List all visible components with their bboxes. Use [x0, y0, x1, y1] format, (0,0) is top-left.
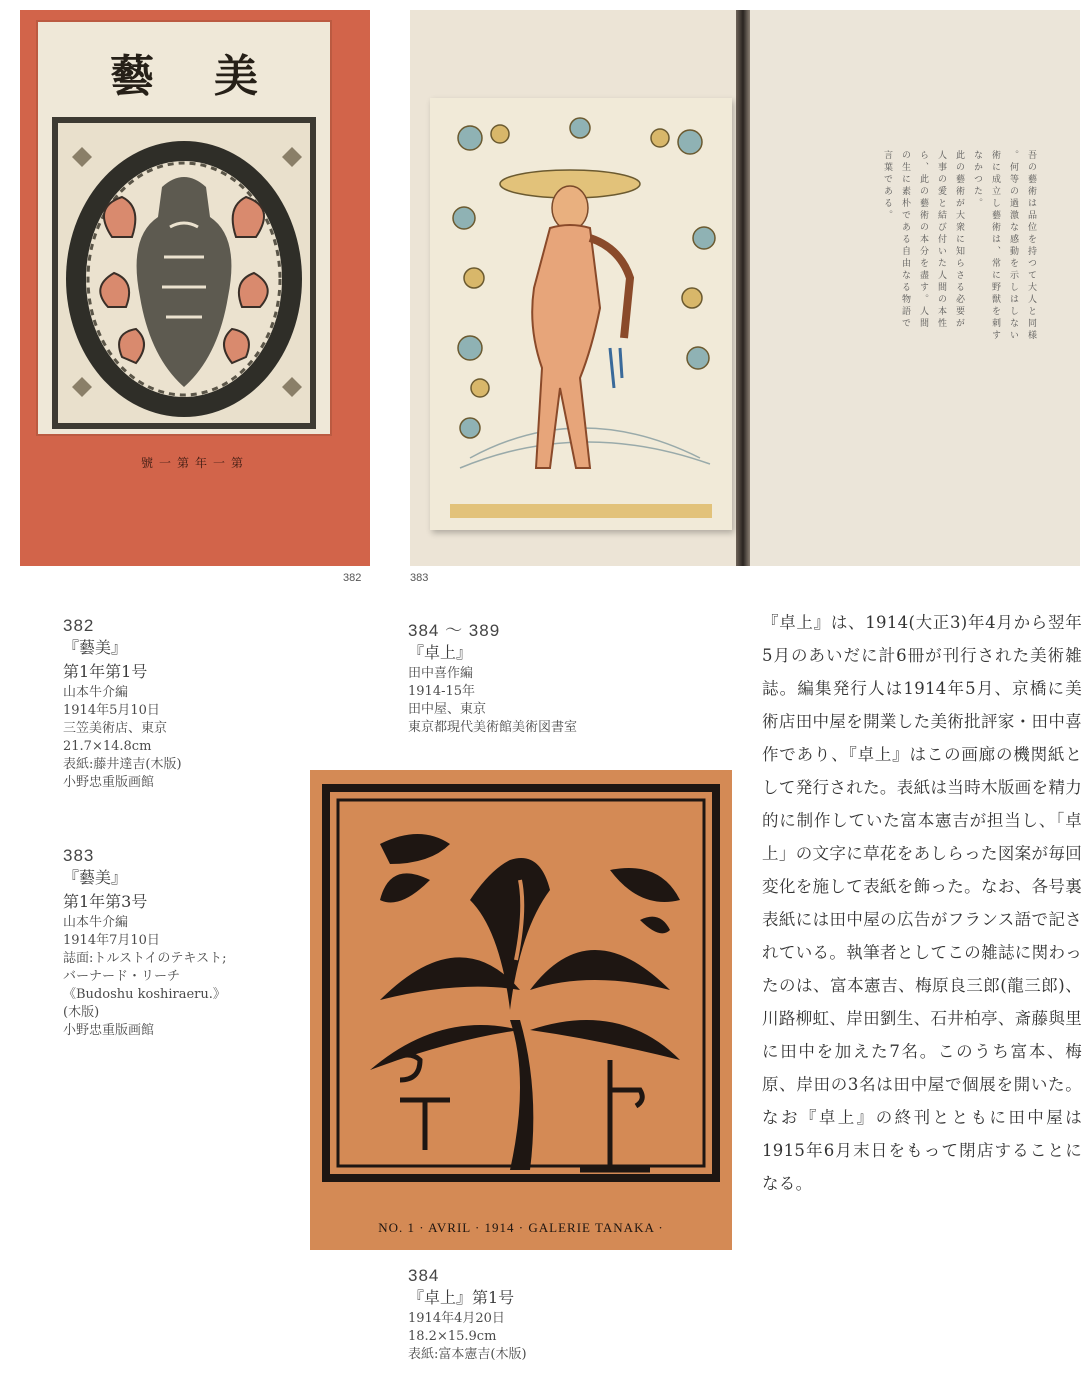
book-body-text: 吾の藝術は品位を持つて大人と同様 。何等の過激な感動を示しはしない 術に成立し藝術は、常に野獣を刺す なかつた。 此の藝術が大衆に知らさる必要が 人事の愛と結び付いた人間の本性 ら、此の藝術の本分を盡す。人間 の生に素朴である自由なる物語で 言葉である。 — [882, 150, 1036, 342]
caption-line: 1914年7月10日 — [63, 933, 160, 948]
figure-number-382: 382 — [343, 572, 362, 584]
caption-line: 田中屋、東京 — [408, 702, 487, 717]
caption-383 — [63, 846, 303, 1040]
caption-line: 表紙:藤井達吉(木版) — [63, 757, 182, 772]
caption-384-389 — [408, 616, 708, 737]
caption-title: 『藝美』 — [63, 638, 128, 657]
caption-number: 384 — [408, 1266, 440, 1285]
caption-line: 《Budoshu koshiraeru.》 — [63, 987, 226, 1002]
caption-line: 東京都現代美術館美術図書室 — [408, 720, 578, 735]
cover-paper — [38, 22, 330, 434]
caption-line: 1914-15年 — [408, 684, 476, 699]
figure-384-cover-image — [310, 770, 732, 1250]
caption-title: 『卓上』第1号 — [408, 1288, 515, 1307]
caption-line: 表紙:富本憲吉(木版) — [408, 1347, 527, 1362]
caption-line: 1914年4月20日 — [408, 1311, 505, 1326]
figure-383-open-book-image — [410, 10, 1080, 566]
cover-caption: NO. 1 · AVRIL · 1914 · GALERIE TANAKA · — [378, 1220, 664, 1235]
caption-title: 『卓上』 — [408, 643, 473, 662]
caption-number: 384 ～ 389 — [408, 621, 501, 640]
figure-number-383: 383 — [410, 572, 429, 584]
caption-line: 三笠美術店、東京 — [63, 721, 168, 736]
figure-382-cover-image — [20, 10, 370, 566]
caption-line: 山本牛介編 — [63, 685, 129, 700]
caption-issue: 第1年第1号 — [63, 662, 148, 681]
caption-line: 21.7×14.8cm — [63, 739, 152, 754]
cover-title: 藝美 — [110, 51, 318, 102]
takujo-woodcut-illustration — [310, 770, 732, 1250]
book-right-page — [750, 10, 1080, 566]
caption-issue: 第1年第3号 — [63, 892, 148, 911]
caption-title: 『藝美』 — [63, 868, 128, 887]
cover-issue-line: 號一第年一第 — [140, 456, 249, 470]
caption-number: 383 — [63, 846, 95, 865]
caption-line: 小野忠重版画館 — [63, 1023, 155, 1038]
caption-line: 山本牛介編 — [63, 915, 129, 930]
book-gutter — [736, 10, 750, 566]
caption-line: 小野忠重版画館 — [63, 775, 155, 790]
caption-line: 誌面:トルストイのテキスト; — [63, 951, 227, 966]
caption-line: 田中喜作編 — [408, 666, 474, 681]
caption-382 — [63, 616, 303, 792]
caption-line: バーナード・リーチ — [63, 969, 181, 984]
caption-line: 18.2×15.9cm — [408, 1329, 497, 1344]
bacchus-woodcut-illustration — [430, 98, 732, 530]
caption-number: 382 — [63, 616, 95, 635]
caption-384 — [408, 1266, 708, 1364]
woodcut-vase-illustration — [52, 117, 316, 429]
caption-line: 1914年5月10日 — [63, 703, 160, 718]
caption-line: (木版) — [63, 1005, 100, 1020]
essay-paragraph: 『卓上』は、1914(大正3)年4月から翌年5月のあいだに計6冊が刊行された美術雑誌。編集発行人は1914年5月、京橋に美術店田中屋を開業した美術批評家・田中喜作であり、『卓上』はこの画廊の機関紙として発行された。表紙は当時木版画を精力的に制作していた富本憲吉が担当し、「卓上」の文字に草花をあしらった図案が毎回変化を施して表紙を飾った。なお、各号裏表紙には田中屋の広告がフランス語で記されている。執筆者としてこの雑誌に関わったのは、富本憲吉、梅原良三郎(龍三郎)、川路柳虹、岸田劉生、石井柏亭、斎藤與里に田中を加えた7名。このうち富本、梅原、岸田の3名は田中屋で個展を開いた。なお『卓上』の終刊とともに田中屋は1915年6月末日をもって閉店することになる。 — [762, 613, 1082, 1193]
